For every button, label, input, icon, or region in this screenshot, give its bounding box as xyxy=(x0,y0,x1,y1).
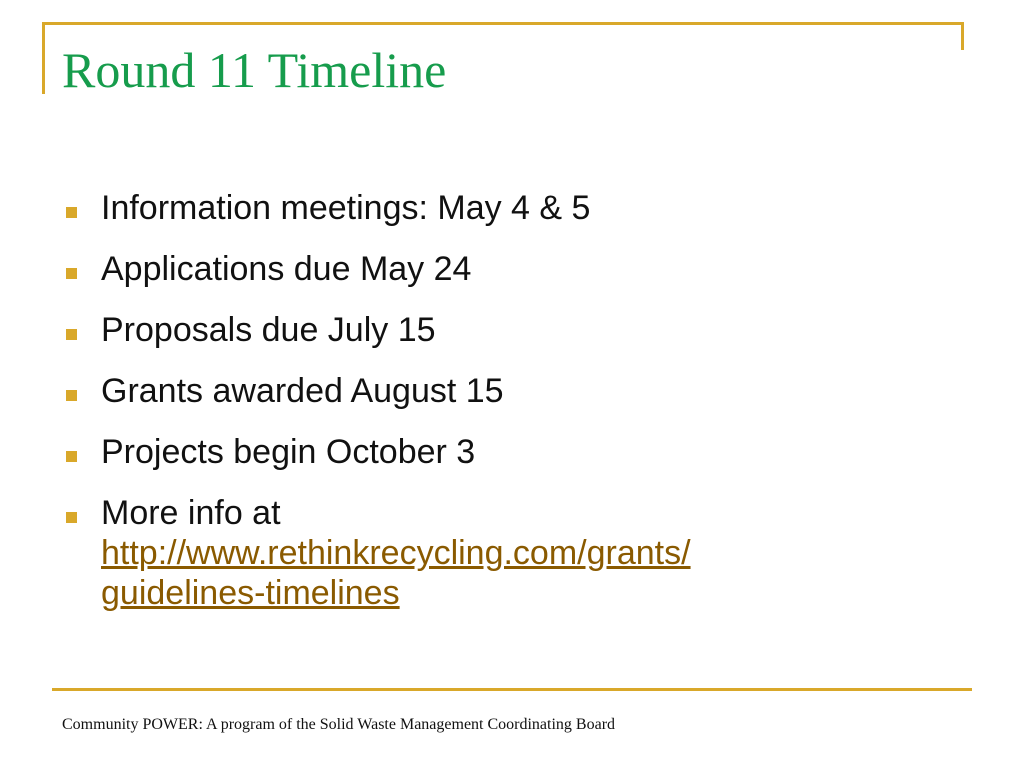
guidelines-timelines-link[interactable] xyxy=(101,533,901,613)
square-bullet-icon xyxy=(66,268,77,279)
footer-text: Community POWER: A program of the Solid Waste Management Coordinating Board xyxy=(62,716,616,733)
bullet-item-grants-awarded xyxy=(62,371,962,411)
bullet-text: Projects begin October 3 xyxy=(101,433,476,471)
bullet-text: Information meetings: May 4 & 5 xyxy=(101,189,591,227)
frame-top-line xyxy=(42,22,964,25)
bullet-text: Grants awarded August 15 xyxy=(101,372,504,410)
square-bullet-icon xyxy=(66,512,77,523)
bullet-item-info-meetings xyxy=(62,188,962,228)
bullet-list xyxy=(62,188,962,634)
bullet-item-applications xyxy=(62,249,962,289)
frame-left-line xyxy=(42,22,45,94)
bullet-text: Applications due May 24 xyxy=(101,250,472,288)
link-line-2: guidelines-timelines xyxy=(101,574,400,612)
frame-right-line xyxy=(961,22,964,50)
link-line-1: http://www.rethinkrecycling.com/grants/ xyxy=(101,534,691,572)
more-info-label: More info at xyxy=(101,494,281,532)
slide-title: Round 11 Timeline xyxy=(62,42,447,98)
bullet-text: Proposals due July 15 xyxy=(101,311,436,349)
footer-divider xyxy=(52,688,972,691)
square-bullet-icon xyxy=(66,329,77,340)
bullet-item-more-info xyxy=(62,493,962,613)
square-bullet-icon xyxy=(66,207,77,218)
bullet-item-projects-begin xyxy=(62,432,962,472)
square-bullet-icon xyxy=(66,390,77,401)
bullet-item-proposals xyxy=(62,310,962,350)
square-bullet-icon xyxy=(66,451,77,462)
